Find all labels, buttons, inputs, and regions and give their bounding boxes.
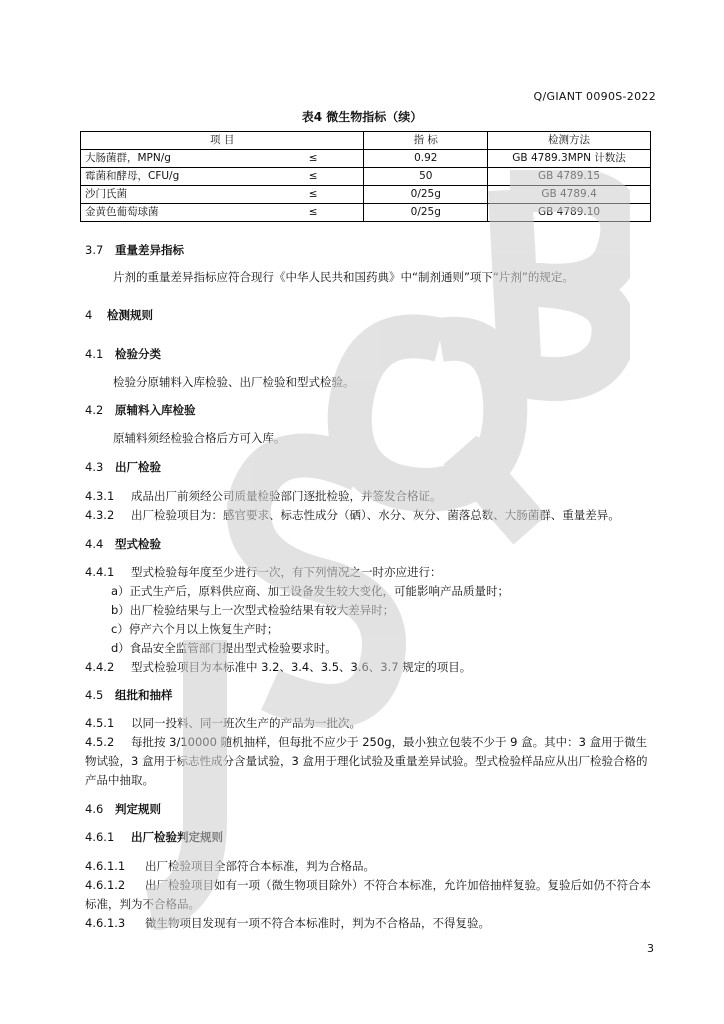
document-code: Q/GIANT 0090S-2022 (533, 90, 656, 103)
section-4-5-heading: 4.5 组批和抽样 (85, 688, 173, 702)
list-item: c）停产六个月以上恢复生产时； (111, 622, 279, 636)
cell-item: 霉菌和酵母，CFU/g (81, 168, 263, 186)
section-4-6-1-3: 4.6.1.3 微生物项目发现有一项不符合本标准时，判为不合格品，不得复验。 (85, 916, 490, 930)
cell-symbol: ≤ (263, 168, 364, 186)
cell-value: 0.92 (364, 150, 488, 168)
table-title: 表4 微生物指标（续） (301, 110, 423, 124)
section-4-3-1: 4.3.1 成品出厂前须经公司质量检验部门逐批检验，并签发合格证。 (85, 489, 442, 503)
cell-item: 沙门氏菌 (81, 186, 263, 204)
cell-value: 50 (364, 168, 488, 186)
list-item: b）出厂检验结果与上一次型式检验结果有较大差异时； (111, 603, 395, 617)
cell-method: GB 4789.4 (488, 186, 651, 204)
section-4-4-2: 4.4.2 型式检验项目为本标准中 3.2、3.4、3.5、3.6、3.7 规定的项目。 (85, 660, 472, 674)
section-4-6-1-heading: 4.6.1 出厂检验判定规则 (85, 830, 223, 844)
section-4-5-2: 4.5.2 每批按 3/10000 随机抽样，但每批不应少于 250g，最小独立包装不少于 9 盒。其中：3 盒用于微生物试验，3 盒用于标志性成分含量试验，3 盒用于理化试验及重量差异试验。型式检验样品应从出厂检验合格的产品中抽取。 (85, 735, 648, 787)
section-4-heading: 4 检测规则 (85, 308, 153, 322)
list-item: d）食品安全监管部门提出型式检验要求时。 (111, 641, 337, 655)
cell-item: 大肠菌群，MPN/g (81, 150, 263, 168)
section-4-6-1-2: 4.6.1.2 出厂检验项目如有一项（微生物项目除外）不符合本标准，允许加倍抽样复验。复验后如仍不符合本标准，判为不合格品。 (85, 878, 651, 911)
header-indicator: 指 标 (364, 132, 488, 150)
cell-symbol: ≤ (263, 150, 364, 168)
cell-symbol: ≤ (263, 204, 364, 222)
section-4-3-2: 4.3.2 出厂检验项目为：感官要求、标志性成分（硒）、水分、灰分、菌落总数、大肠菌群、重量差异。 (85, 508, 620, 522)
section-4-1-text: 检验分原辅料入库检验、出厂检验和型式检验。 (113, 375, 355, 389)
section-4-4-1: 4.4.1 型式检验每年度至少进行一次，有下列情况之一时亦应进行： (85, 565, 442, 579)
section-4-1-heading: 4.1 检验分类 (85, 347, 161, 361)
table-row (81, 186, 651, 204)
cell-symbol: ≤ (263, 186, 364, 204)
section-4-4-heading: 4.4 型式检验 (85, 537, 161, 551)
section-4-2-heading: 4.2 原辅料入库检验 (85, 403, 196, 417)
cell-method: GB 4789.15 (488, 168, 651, 186)
section-4-6-1-1: 4.6.1.1 出厂检验项目全部符合本标准，判为合格品。 (85, 859, 375, 873)
table-row (81, 150, 651, 168)
section-4-5-1: 4.5.1 以同一投料、同一班次生产的产品为一批次。 (85, 716, 361, 730)
section-3-7-heading: 3.7 重量差异指标 (85, 243, 184, 257)
table-row (81, 168, 651, 186)
cell-method: GB 4789.3MPN 计数法 (488, 150, 651, 168)
section-4-3-heading: 4.3 出厂检验 (85, 460, 161, 474)
cell-value: 0/25g (364, 204, 488, 222)
section-4-2-text: 原辅料须经检验合格后方可入库。 (113, 431, 286, 445)
header-method: 检测方法 (488, 132, 651, 150)
cell-item: 金黄色葡萄球菌 (81, 204, 263, 222)
table-row (81, 204, 651, 222)
cell-value: 0/25g (364, 186, 488, 204)
list-item: a）正式生产后，原料供应商、加工设备发生较大变化，可能影响产品质量时； (111, 584, 510, 598)
section-4-6-heading: 4.6 判定规则 (85, 802, 161, 816)
microbial-indicator-table (80, 131, 651, 222)
page-number: 3 (647, 942, 654, 955)
table-header-row (81, 132, 651, 150)
header-item: 项 目 (81, 132, 364, 150)
cell-method: GB 4789.10 (488, 204, 651, 222)
section-3-7-text: 片剂的重量差异指标应符合现行《中华人民共和国药典》中“制剂通则”项下“片剂”的规定。 (113, 270, 574, 284)
